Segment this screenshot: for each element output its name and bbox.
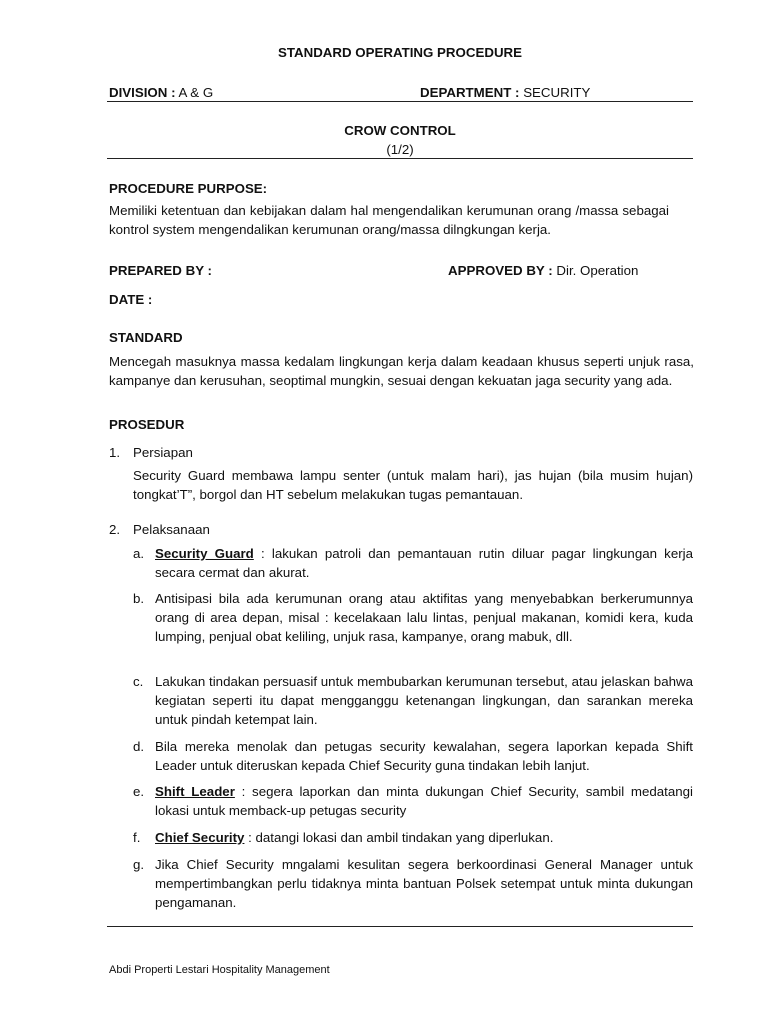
purpose-text: Memiliki ketentuan dan kebijakan dalam hal mengendalikan kerumunan orang /massa sebagai kontrol system mengendalikan kerumunan orang/massa dilngkungan kerja. [109, 203, 669, 237]
item-text: Antisipasi bila ada kerumunan orang atau aktifitas yang menyebabkan berkerumunnya orang di area depan, misal : kecelakaan lalu lintas, penjual makanan, komidi kera, kuda lumping, penjual obat keliling, unjuk rasa, kampanye, orang mabuk, dll. [155, 591, 693, 644]
step2-title: Pelaksanaan [133, 522, 210, 537]
item-marker: e. [133, 784, 145, 799]
list-item [155, 737, 693, 775]
item-marker: b. [133, 591, 145, 606]
page-indicator: (1/2) [386, 142, 414, 157]
item-marker: a. [133, 546, 145, 561]
step1-title: Persiapan [133, 445, 193, 460]
step2-number: 2. [109, 522, 121, 537]
purpose-paragraph [109, 201, 669, 239]
list-item [155, 672, 693, 729]
standard-heading: STANDARD [109, 330, 183, 345]
document-title: STANDARD OPERATING PROCEDURE [277, 45, 523, 60]
list-item [155, 782, 693, 820]
division-label: DIVISION : [109, 85, 176, 100]
header-divider [107, 101, 693, 102]
department-label: DEPARTMENT : [420, 85, 520, 100]
item-text: Bila mereka menolak dan petugas security kewalahan, segera laporkan kepada Shift Leader untuk diteruskan kepada Chief Security guna tindakan lebih lanjut. [155, 739, 693, 773]
date-label: DATE : [109, 292, 153, 307]
item-lead: Security Guard [155, 546, 254, 561]
title-divider [107, 158, 693, 159]
department-line [420, 83, 590, 102]
approved-by-label: APPROVED BY : [448, 263, 553, 278]
item-lead: Chief Security [155, 830, 245, 845]
approved-by-line [448, 261, 638, 280]
item-text: : lakukan patroli dan pemantauan rutin diluar pagar lingkungan kerja secara cermat dan akurat. [155, 546, 693, 580]
prosedur-heading: PROSEDUR [109, 417, 185, 432]
list-item [155, 828, 693, 847]
approved-by-value: Dir. Operation [556, 263, 639, 278]
department-value: SECURITY [523, 85, 591, 100]
item-lead: Shift Leader [155, 784, 235, 799]
list-item [155, 589, 693, 646]
item-marker: c. [133, 674, 144, 689]
division-line [109, 83, 213, 102]
item-text: : datangi lokasi dan ambil tindakan yang diperlukan. [244, 830, 554, 845]
step1-number: 1. [109, 445, 121, 460]
division-value: A & G [178, 85, 214, 100]
procedure-title: CROW CONTROL [344, 123, 456, 138]
footer-divider [107, 926, 693, 927]
item-text: : segera laporkan dan minta dukungan Chief Security, sambil medatangi lokasi untuk memback-up petugas security [155, 784, 694, 818]
purpose-heading: PROCEDURE PURPOSE: [109, 181, 268, 196]
step1-text: Security Guard membawa lampu senter (untuk malam hari), jas hujan (bila musim hujan) tongkat’T”, borgol dan HT sebelum melakukan tugas pemantauan. [133, 468, 693, 502]
item-text: Lakukan tindakan persuasif untuk membubarkan kerumunan tersebut, atau jelaskan bahwa kegiatan seperti itu dapat mengganggu ketenangan lingkungan, dan sarankan mereka untuk pindah ketempat lain. [155, 674, 693, 727]
standard-text: Mencegah masuknya massa kedalam lingkungan kerja dalam keadaan khusus seperti unjuk rasa, kampanye dan kerusuhan, seoptimal mungkin, sesuai dengan kekuatan jaga security yang ada. [109, 354, 694, 388]
list-item [155, 855, 693, 912]
item-text: Jika Chief Security mngalami kesulitan segera berkoordinasi General Manager untuk mempertimbangkan perlu tidaknya minta bantuan Polsek setempat untuk minta dukungan pengamanan. [155, 857, 693, 910]
prepared-by-label: PREPARED BY : [109, 263, 212, 278]
list-item [155, 544, 693, 582]
item-marker: g. [133, 857, 145, 872]
item-marker: f. [133, 830, 141, 845]
footer-company: Abdi Properti Lestari Hospitality Management [109, 964, 330, 976]
item-marker: d. [133, 739, 145, 754]
